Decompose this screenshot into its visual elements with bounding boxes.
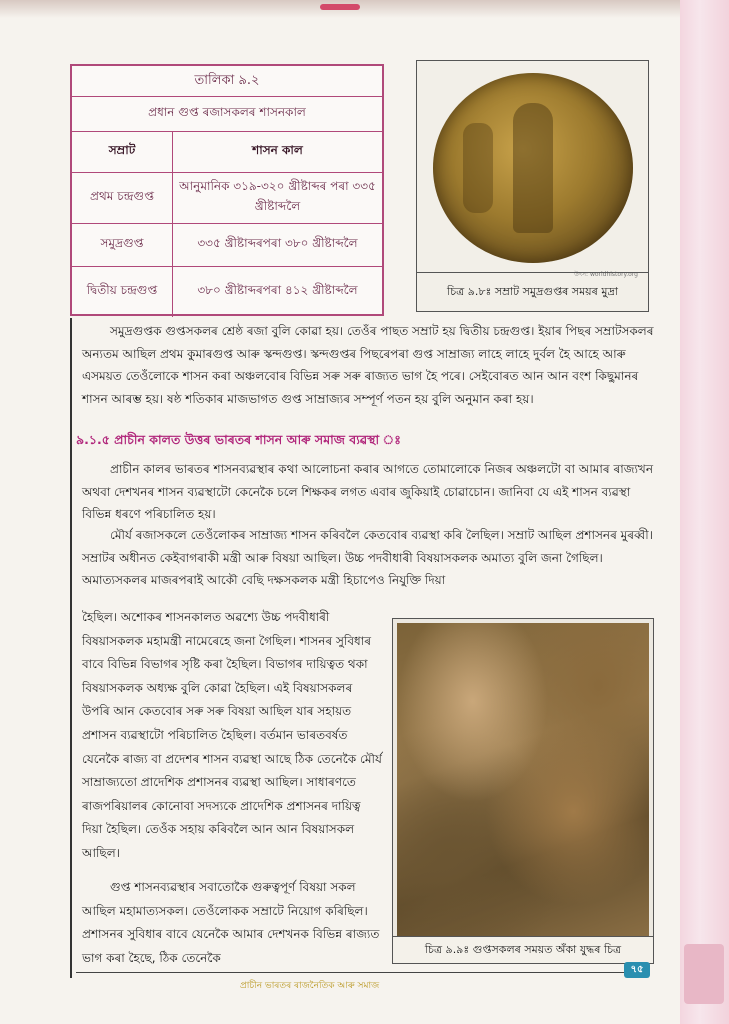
reign-cell: আনুমানিক ৩১৯-৩২০ খ্ৰীষ্টাব্দৰ পৰা ৩৩৫ খ্ৰীষ্টাব্দলৈ (179, 179, 376, 213)
gold-coin-image (433, 73, 633, 263)
reign-table (70, 64, 384, 316)
battle-caption: চিত্ৰ ৯.৯ঃ গুপ্তসকলৰ সময়ত অঁকা যুদ্ধৰ চিত্ৰ (393, 936, 653, 963)
table-row (72, 224, 382, 267)
page-edge-scrap (684, 944, 724, 1004)
paragraph-intro: প্ৰাচীন কালৰ ভাৰতৰ শাসনব্যৱস্থাৰ কথা আলোচনা কৰাৰ আগতে তোমালোকে নিজৰ অঞ্চলটো বা আমাৰ ৰাজ্যখন অথবা দেশখনৰ শাসন ব্যৱস্থাটো কেনেকৈ চলে শিক্ষকৰ লগত এবাৰ জুকিয়াই চোৱাচোন। জানিবা যে এই শাসন ব্যৱস্থা বিভিন্ন ধৰণে পৰিচালিত হয়। (82, 462, 653, 522)
table-row (72, 267, 382, 317)
emperor-cell: প্ৰথম চন্দ্ৰগুপ্ত (72, 173, 173, 223)
reign-cell: ৩৩৫ খ্ৰীষ্টাব্দৰপৰা ৩৮০ খ্ৰীষ্টাব্দলৈ (197, 236, 358, 250)
coin-figure (416, 60, 649, 312)
image-credit: উৎস: worldhistory.org (574, 271, 638, 278)
paragraph-ashoka: হৈছিল। অশোকৰ শাসনকালত অৱশ্যে উচ্চ পদবীধাৰী বিষয়াসকলক মহামন্ত্ৰী নামেৰেহে জনা গৈছিল। শাসনৰ সুবিধাৰ বাবে বিভিন্ন বিভাগৰ সৃষ্টি কৰা হৈছিল। বিভাগৰ দায়িত্বত থকা বিষয়াসকলক অধ্যক্ষ বুলি কোৱা হৈছিল। এই বিষয়াসকলৰ উপৰি আন কেতবোৰ সৰু সৰু বিষয়া আছিল যাৰ সহায়ত প্ৰশাসন ব্যৱস্থাটো পৰিচালিত হৈছিল। বৰ্তমান ভাৰতবৰ্ষত যেনেকৈ ৰাজ্য বা প্ৰদেশৰ শাসন ব্যৱস্থা আছে ঠিক তেনেকৈ মৌৰ্য সাম্ৰাজ্যতো প্ৰাদেশিক প্ৰশাসনৰ ব্যৱস্থা আছিল। সাধাৰণতে ৰাজপৰিয়ালৰ কোনোবা সদস্যকে প্ৰাদেশিক প্ৰশাসনৰ দায়িত্ব দিয়া হৈছিল। তেওঁক সহায় কৰিবলৈ আন আন বিষয়াসকল আছিল। (82, 610, 382, 860)
coin-caption: চিত্ৰ ৯.৮ঃ সম্ৰাট সমুদ্ৰগুপ্তৰ সময়ৰ মুদ্ৰা (417, 272, 648, 311)
emperor-cell: দ্বিতীয় চন্দ্ৰগুপ্ত (72, 267, 173, 317)
page-number: ৭৫ (624, 962, 650, 978)
table-subtitle: প্ৰধান গুপ্ত ৰজাসকলৰ শাসনকাল (72, 97, 382, 132)
header-emperor: সম্ৰাট (72, 132, 173, 172)
table-caption: তালিকা ৯.২ (72, 66, 382, 97)
paragraph-gupta-admin: গুপ্ত শাসনব্যৱস্থাৰ সবাতোকৈ গুৰুত্বপূৰ্ণ বিষয়া সকল আছিল মহামাত্যসকল। তেওঁলোকক সম্ৰাটে নিয়োগ কৰিছিল। প্ৰশাসনৰ সুবিধাৰ বাবে যেনেকৈ আমাৰ দেশখনক বিভিন্ন ৰাজ্যত ভাগ কৰা হৈছে, ঠিক তেনেকৈ (82, 880, 380, 965)
footer-rule (76, 972, 632, 973)
ink-mark (320, 4, 360, 10)
header-reign: শাসন কাল (252, 143, 303, 157)
reign-cell: ৩৮০ খ্ৰীষ্টাব্দৰপৰা ৪১২ খ্ৰীষ্টাব্দলৈ (197, 283, 358, 297)
battle-painting-image (397, 623, 649, 937)
battle-figure (392, 618, 654, 964)
next-page-edge (680, 0, 729, 1024)
paragraph-decline: সমুদ্ৰগুপ্তক গুপ্তসকলৰ শ্ৰেষ্ঠ ৰজা বুলি কোৱা হয়। তেওঁৰ পাছত সম্ৰাট হয় দ্বিতীয় চন্দ্ৰগুপ্ত। ইয়াৰ পিছৰ সম্ৰাটসকলৰ অন্যতম আছিল প্ৰথম কুমাৰগুপ্ত আৰু স্কন্দগুপ্ত। স্কন্দগুপ্তৰ পিছৰেপৰা গুপ্ত সাম্ৰাজ্য লাহে লাহে দুৰ্বল হৈ আহে আৰু এসময়ত তেওঁলোকে শাসন কৰা অঞ্চলবোৰ বিভিন্ন সৰু সৰু ৰাজ্যত ভাগ হৈ পৰে। সেইবোৰত আন আন বংশ কিছুমানৰ শাসন আৰম্ভ হয়। ষষ্ঠ শতিকাৰ মাজভাগত গুপ্ত সাম্ৰাজ্যৰ সম্পূৰ্ণ পতন হয় বুলি অনুমান কৰা হয়। (82, 324, 654, 406)
coin-figure-detail (463, 123, 493, 213)
section-heading: ৯.১.৫ প্ৰাচীন কালত উত্তৰ ভাৰতৰ শাসন আৰু সমাজ ব্যৱস্থা ঃ (76, 432, 401, 447)
top-edge (0, 0, 680, 18)
paragraph-mauryan: মৌৰ্য ৰজাসকলে তেওঁলোকৰ সাম্ৰাজ্য শাসন কৰিবলৈ কেতবোৰ ব্যৱস্থা কৰি লৈছিল। সম্ৰাট আছিল প্ৰশাসনৰ মুৰব্বী। সম্ৰাটৰ অধীনত কেইবাগৰাকী মন্ত্ৰী আৰু বিষয়া আছিল। উচ্চ পদবীধাৰী বিষয়াসকলক অমাত্য বুলি জনা গৈছিল। অমাত্যসকলৰ মাজৰপৰাই আকৌ বেছি দক্ষসকলক মন্ত্ৰী হিচাপেও নিযুক্তি দিয়া (82, 528, 653, 588)
table-row (72, 173, 382, 224)
table-header-row (72, 132, 382, 173)
footer-title: প্ৰাচীন ভাৰতৰ ৰাজনৈতিক আৰু সমাজ (240, 981, 380, 991)
coin-king-figure (513, 103, 553, 233)
margin-rule (70, 318, 72, 978)
emperor-cell: সমুদ্ৰগুপ্ত (72, 224, 173, 266)
